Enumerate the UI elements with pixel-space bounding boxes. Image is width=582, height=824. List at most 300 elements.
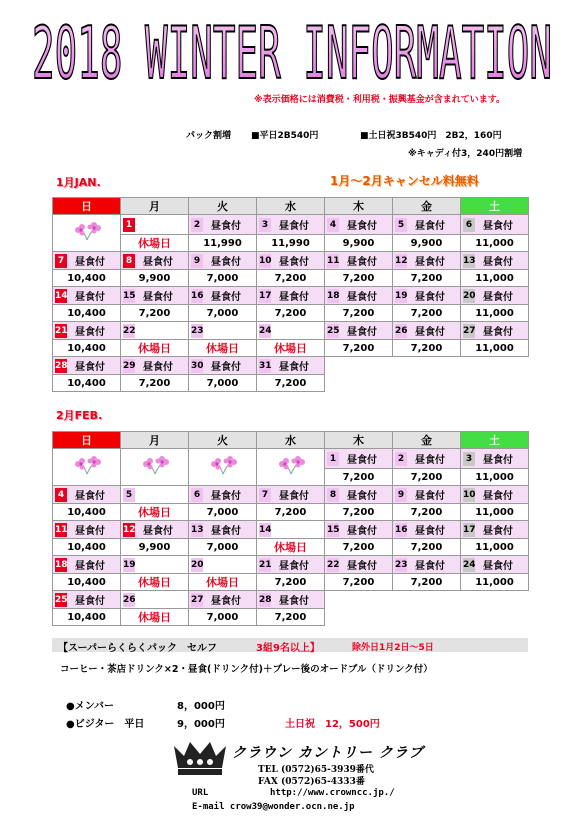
club-name: クラウン カントリー クラブ [232,745,424,761]
lunch-label: 昼食付 [279,362,309,373]
day-number: 12 [123,524,136,535]
day-cell[interactable] [121,486,189,504]
day-number: 1 [327,452,339,466]
price-value: 7,200 [393,539,461,556]
day-cell[interactable] [461,486,529,504]
lunch-label: 昼食付 [347,561,377,572]
day-number: 16 [191,290,204,301]
day-number: 4 [55,488,67,502]
day-number: 2 [395,452,407,466]
price-value: 9,900 [325,235,393,252]
price-value: 7,200 [325,340,393,357]
day-cell[interactable] [189,357,257,375]
day-cell[interactable] [121,591,189,609]
price-value: 7,000 [189,609,257,626]
lunch-label: 昼食付 [279,596,309,607]
pack-label: パック割増 [186,131,232,141]
empty-cell [393,357,461,375]
flower-icon [138,452,172,478]
closed-label: 休場日 [121,609,189,626]
day-cell[interactable] [461,215,529,235]
day-number: 23 [395,559,408,570]
lunch-label: 昼食付 [415,221,445,232]
closed-label: 休場日 [189,340,257,357]
day-cell[interactable] [121,556,189,574]
day-number: 7 [55,254,67,268]
page-title [20,4,565,90]
day-number: 21 [259,559,272,570]
day-cell[interactable] [325,215,393,235]
day-number: 31 [259,360,272,371]
weekday-header: 月 [121,198,189,215]
lunch-label: 昼食付 [279,491,309,502]
day-number-row [53,486,529,504]
day-number: 11 [327,255,340,266]
price-row [53,504,529,521]
day-number: 13 [191,524,204,535]
day-number: 28 [259,594,272,605]
day-cell[interactable] [53,521,121,539]
lunch-label: 昼食付 [75,491,105,502]
day-number: 2 [191,218,203,232]
lunch-label: 昼食付 [211,292,241,303]
price-value: 7,200 [257,305,325,322]
price-value: 7,200 [393,574,461,591]
lunch-label: 昼食付 [415,257,445,268]
day-number: 15 [123,290,136,301]
price-value: 7,200 [325,469,393,486]
day-number: 11 [55,524,68,535]
weekday-header: 金 [393,432,461,449]
day-cell[interactable] [189,215,257,235]
day-number: 6 [191,488,203,502]
day-number-row [53,215,529,235]
price-value: 7,200 [325,270,393,287]
day-cell[interactable] [257,556,325,574]
price-row [53,340,529,357]
day-cell[interactable] [53,252,121,270]
day-number: 3 [463,452,475,466]
day-number: 30 [191,360,204,371]
day-cell[interactable] [189,591,257,609]
day-cell[interactable] [325,252,393,270]
day-cell[interactable] [53,322,121,340]
flower-cell [189,449,257,486]
weekday-header: 月 [121,432,189,449]
day-number-row [53,449,529,469]
day-cell[interactable] [461,322,529,340]
lunch-label: 昼食付 [143,257,173,268]
price-value: 10,400 [53,305,121,322]
lunch-label: 昼食付 [279,561,309,572]
price-value: 11,990 [257,235,325,252]
lunch-label: 昼食付 [483,327,513,338]
day-number: 8 [123,254,135,268]
day-number: 17 [259,290,272,301]
day-number: 10 [259,255,272,266]
day-cell[interactable] [189,556,257,574]
lunch-label: 昼食付 [211,526,241,537]
price-value: 7,000 [189,504,257,521]
package-condition: 3組9名以上】 [256,643,320,654]
day-cell[interactable] [461,449,529,469]
closed-label: 休場日 [257,340,325,357]
day-cell[interactable] [121,287,189,305]
price-value: 7,000 [189,539,257,556]
day-number: 18 [327,290,340,301]
day-cell[interactable] [461,287,529,305]
lunch-label: 昼食付 [211,257,241,268]
weekday-header: 土 [461,198,529,215]
lunch-label: 昼食付 [211,491,241,502]
lunch-label: 昼食付 [347,327,377,338]
weekday-header: 日 [53,198,121,215]
february-calendar [52,431,529,626]
lunch-label: 昼食付 [75,526,105,537]
day-cell[interactable] [461,556,529,574]
day-cell[interactable] [461,252,529,270]
day-cell[interactable] [325,449,393,469]
visitor-label: ●ビジター 平日 [66,719,145,730]
price-value: 7,000 [189,375,257,392]
day-number-row [53,287,529,305]
day-cell[interactable] [393,215,461,235]
flower-icon [70,452,104,478]
february-heading: 2月FEB. [56,409,103,422]
price-value: 7,200 [325,305,393,322]
day-cell[interactable] [393,252,461,270]
day-number: 20 [191,559,204,570]
lunch-label: 昼食付 [75,362,105,373]
price-value: 11,000 [461,469,529,486]
day-number: 28 [55,360,68,371]
price-value: 9,900 [393,235,461,252]
lunch-label: 昼食付 [211,362,241,373]
day-number: 24 [259,325,272,336]
empty-cell [393,591,461,609]
closed-label: 休場日 [121,235,189,252]
day-number: 5 [395,218,407,232]
price-value: 11,000 [461,305,529,322]
day-cell[interactable] [393,287,461,305]
day-number: 21 [55,325,68,336]
package-exclusion: 除外日1月2日～5日 [352,643,434,653]
weekday-surcharge: ■平日2B540円 [251,131,319,141]
day-number: 6 [463,218,475,232]
day-cell[interactable] [257,486,325,504]
weekday-header-row [53,198,529,215]
day-cell[interactable] [53,357,121,375]
day-cell[interactable] [325,521,393,539]
lunch-label: 昼食付 [75,257,105,268]
price-value: 11,000 [461,504,529,521]
weekday-header: 火 [189,432,257,449]
caddie-note: ※キャディ付3，240円割増 [408,149,523,159]
price-row [53,539,529,556]
lunch-label: 昼食付 [211,221,241,232]
price-value: 7,200 [325,574,393,591]
cancel-fee-note: 1月～2月キャンセル料無料 [330,174,479,188]
weekday-header-row [53,432,529,449]
empty-cell [325,375,393,392]
flower-cell [53,449,121,486]
empty-cell [393,375,461,392]
club-tel: TEL (0572)65-3939番代 [258,765,374,775]
member-label: ●メンバー [66,701,115,712]
day-cell[interactable] [53,556,121,574]
day-number: 17 [463,524,476,535]
day-cell[interactable] [121,357,189,375]
visitor-weekend-price: 土日祝 12，500円 [285,719,380,730]
lunch-label: 昼食付 [347,491,377,502]
lunch-label: 昼食付 [75,561,105,572]
day-number-row [53,521,529,539]
price-value: 7,200 [257,504,325,521]
lunch-label: 昼食付 [75,327,105,338]
price-value: 7,200 [393,305,461,322]
package-contents: コーヒー・茶店ドリンク×2・昼食(ドリンク付)＋プレー後のオードブル（ドリンク付） [60,664,433,675]
weekend-surcharge: ■土日祝3B540円 2B2，160円 [360,131,502,141]
url-label: URL [192,788,209,798]
day-cell[interactable] [121,322,189,340]
day-cell[interactable] [325,556,393,574]
day-number-row [53,357,529,375]
price-value: 10,400 [53,375,121,392]
day-number: 8 [327,488,339,502]
day-number: 7 [259,488,271,502]
lunch-label: 昼食付 [415,292,445,303]
lunch-label: 昼食付 [347,221,377,232]
day-number-row [53,252,529,270]
tax-note: ※表示価格には消費税・利用税・振興基金が含まれています。 [254,95,506,105]
lunch-label: 昼食付 [483,292,513,303]
day-number: 9 [191,254,203,268]
price-value: 11,000 [461,574,529,591]
day-number: 1 [123,218,135,232]
price-value: 7,200 [325,539,393,556]
day-cell[interactable] [189,521,257,539]
price-value: 7,200 [393,270,461,287]
lunch-label: 昼食付 [279,257,309,268]
lunch-label: 昼食付 [483,455,513,466]
day-number: 10 [463,489,476,500]
day-cell[interactable] [189,322,257,340]
day-cell[interactable] [189,252,257,270]
lunch-label: 昼食付 [347,455,377,466]
empty-cell [461,357,529,375]
price-value: 7,200 [257,270,325,287]
day-cell[interactable] [257,357,325,375]
day-cell[interactable] [121,215,189,235]
day-number: 19 [123,559,136,570]
day-cell[interactable] [121,521,189,539]
day-cell[interactable] [393,521,461,539]
weekday-header: 火 [189,198,257,215]
lunch-label: 昼食付 [415,455,445,466]
lunch-label: 昼食付 [143,362,173,373]
lunch-label: 昼食付 [347,526,377,537]
visitor-weekday-price: 9，000円 [177,719,225,730]
price-value: 10,400 [53,270,121,287]
closed-label: 休場日 [121,574,189,591]
weekday-header: 金 [393,198,461,215]
price-value: 7,200 [393,340,461,357]
day-number: 15 [327,524,340,535]
flower-cell [121,449,189,486]
price-value: 11,990 [189,235,257,252]
lunch-label: 昼食付 [483,257,513,268]
price-row [53,305,529,322]
lunch-label: 昼食付 [75,292,105,303]
price-value: 7,200 [393,469,461,486]
lunch-label: 昼食付 [211,596,241,607]
lunch-label: 昼食付 [483,221,513,232]
price-value: 10,400 [53,609,121,626]
price-value: 9,900 [121,270,189,287]
day-cell[interactable] [325,287,393,305]
day-number-row [53,591,529,609]
price-value: 7,200 [257,609,325,626]
day-cell[interactable] [257,521,325,539]
day-cell[interactable] [121,252,189,270]
lunch-label: 昼食付 [347,257,377,268]
flower-cell [53,215,121,252]
day-cell[interactable] [53,486,121,504]
day-number: 27 [463,325,476,336]
day-number: 25 [55,594,68,605]
empty-cell [325,357,393,375]
day-cell[interactable] [257,287,325,305]
day-cell[interactable] [325,322,393,340]
day-number: 19 [395,290,408,301]
empty-cell [393,609,461,626]
lunch-label: 昼食付 [415,526,445,537]
weekday-header: 水 [257,198,325,215]
day-number: 14 [55,290,68,301]
price-value: 7,200 [257,574,325,591]
day-cell[interactable] [461,521,529,539]
weekday-header: 木 [325,432,393,449]
day-number: 22 [327,559,340,570]
lunch-label: 昼食付 [143,526,173,537]
day-cell[interactable] [393,449,461,469]
price-value: 7,200 [121,305,189,322]
day-number: 20 [463,290,476,301]
empty-cell [461,375,529,392]
price-value: 10,400 [53,539,121,556]
lunch-label: 昼食付 [483,491,513,502]
day-number: 9 [395,488,407,502]
day-number: 25 [327,325,340,336]
day-cell[interactable] [257,322,325,340]
empty-cell [461,609,529,626]
day-number: 23 [191,325,204,336]
weekday-header: 木 [325,198,393,215]
price-value: 7,000 [189,305,257,322]
price-row [53,235,529,252]
day-number-row [53,322,529,340]
empty-cell [325,591,393,609]
flower-icon [206,452,240,478]
price-value: 10,400 [53,504,121,521]
lunch-label: 昼食付 [347,292,377,303]
lunch-label: 昼食付 [75,596,105,607]
price-row [53,270,529,287]
day-cell[interactable] [257,591,325,609]
price-row [53,609,529,626]
day-cell[interactable] [189,486,257,504]
price-value: 7,200 [257,375,325,392]
january-calendar [52,197,529,392]
flower-icon [70,218,104,244]
day-cell[interactable] [393,486,461,504]
lunch-label: 昼食付 [483,526,513,537]
club-url[interactable]: http://www.crowncc.jp./ [270,788,395,798]
lunch-label: 昼食付 [415,327,445,338]
price-value: 7,200 [325,504,393,521]
january-heading: 1月JAN. [56,176,101,189]
day-number: 16 [395,524,408,535]
day-number-row [53,556,529,574]
lunch-label: 昼食付 [483,561,513,572]
lunch-label: 昼食付 [415,491,445,502]
club-fax: FAX (0572)65-4333番 [258,777,365,787]
day-cell[interactable] [393,322,461,340]
day-cell[interactable] [393,556,461,574]
package-name: 【スーパーらくらくパック セルフ [58,643,217,654]
crown-logo [170,738,230,778]
day-number: 24 [463,559,476,570]
day-cell[interactable] [325,486,393,504]
day-number: 26 [395,325,408,336]
price-value: 7,200 [121,375,189,392]
closed-label: 休場日 [257,539,325,556]
member-price: 8，000円 [177,701,225,712]
day-number: 26 [123,594,136,605]
price-value: 10,400 [53,574,121,591]
club-email[interactable]: E-mail crow39@wonder.ocn.ne.jp [192,802,355,812]
day-cell[interactable] [257,215,325,235]
weekday-header: 水 [257,432,325,449]
price-row [53,574,529,591]
price-row [53,375,529,392]
lunch-label: 昼食付 [279,292,309,303]
lunch-label: 昼食付 [279,221,309,232]
day-cell[interactable] [257,252,325,270]
day-cell[interactable] [53,287,121,305]
day-number: 4 [327,218,339,232]
day-number: 13 [463,255,476,266]
price-value: 11,000 [461,235,529,252]
weekday-header: 日 [53,432,121,449]
flower-cell [257,449,325,486]
closed-label: 休場日 [121,340,189,357]
day-number: 18 [55,559,68,570]
empty-cell [325,609,393,626]
day-number: 3 [259,218,271,232]
lunch-label: 昼食付 [415,561,445,572]
day-cell[interactable] [53,591,121,609]
weekday-header: 土 [461,432,529,449]
flower-icon [274,452,308,478]
day-number: 27 [191,594,204,605]
price-value: 11,000 [461,270,529,287]
day-number: 5 [123,488,135,502]
day-number: 14 [259,524,272,535]
price-value: 11,000 [461,539,529,556]
day-cell[interactable] [189,287,257,305]
day-number: 12 [395,255,408,266]
